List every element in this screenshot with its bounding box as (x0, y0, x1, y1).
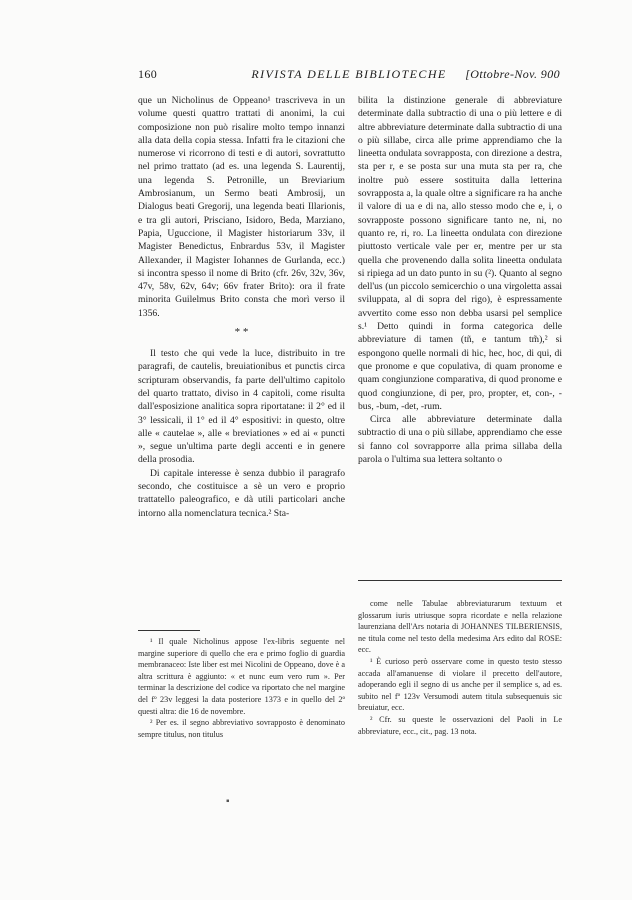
footnote: come nelle Tabulae abbreviaturarum textuum et glossarum iuris utriusque sopra ricordate e nella relazione laurenziana dell'Ars notaria di JOHANNES TILBERIENSIS, ne titula come nel testo della medesima Ars edito dal ROSE: ecc. (358, 599, 562, 655)
left-column (138, 94, 345, 520)
body-paragraph: Il testo che qui vede la luce, distribuito in tre paragrafi, de cautelis, breuiationibus et punctis circa scripturam observandis, fa parte dell'ultimo capitolo del quarto trattato, diviso in 4 capitoli, come risulta dall'esposizione analitica sopra riportatane: il 2° ed il 3° lessicali, il 1° ed il 4° espositivi: in questo, oltre alle « cautelae », alle « breviationes » ed ai « puncti », segue un'ultima parte degli accenti e in genere della prosodia. (138, 348, 345, 466)
body-paragraph: Circa alle abbreviature determinate dalla subtractio di una o più sillabe, apprendiamo che esse si fanno col sovrapporre alla prima sillaba della parola o l'ultima sua lettera soltanto o (358, 414, 562, 466)
footnote-rule (138, 630, 200, 631)
right-column (358, 94, 562, 466)
section-separator: * * (234, 326, 249, 339)
body-paragraph: que un Nicholinus de Oppeano¹ trascriveva in un volume questi quattro trattati di anonimi, la cui composizione non può risalire molto tempo innanzi alla data della copia stessa. Infatti fra le citazioni che numerose vi ricorrono di testi e di autori, sovrattutto nel primo trattato (ad es. una legenda S. Laurentij, una legenda S. Petronille, un Breviarium Ambrosianum, un Sermo beati Ambrosij, un Dialogus beati Gregorij, una legenda beati Illarionis, e tra gli autori, Prisciano, Isidoro, Beda, Marziano, Papia, Uguccione, il Magister historiarum 33v, il Magister Benedictus, Enbrardus 53v, il Magister Allexander, il Magister Iohannes de Gurlanda, ecc.) si incontra spesso il nome di Brito (cfr. 26v, 32v, 36v, 47v, 58v, 62v, 64v; 66v frater Brito): ora il frate minorita Guilelmus Brito consta che morì verso il 1356. (138, 95, 345, 319)
footnotes-left (138, 636, 345, 740)
footnote: ¹ È curioso però osservare come in questo testo stesso accada all'amanuense di violare il precetto dell'autore, adoperando egli il segno di us anche per il semplice s, ad es. subito nel fº 123v Versumodi autem titula subsequenuis sic breuiatur, ecc. (358, 656, 562, 713)
footnote: ² Per es. il segno abbreviativo sovrapposto è denominato sempre titulus, non titulus (138, 718, 345, 739)
body-paragraph: Di capitale interesse è senza dubbio il paragrafo secondo, che costituisce a sè un vero e proprio trattatello paleografico, e dà utili particolari anche intorno alla nomenclatura tecnica.² Sta- (138, 467, 345, 519)
page-number: 160 (138, 67, 158, 81)
journal-title: RIVISTA DELLE BIBLIOTECHE (251, 67, 447, 81)
issue-date: [Ottobre-Nov. 900 (465, 67, 560, 81)
body-paragraph: bilita la distinzione generale di abbreviature determinate dalla subtractio di una o più lettere e di altre abbreviature determinate dalla subtractio di una o più sillabe, circa alle prime apprendiamo che la lineetta ondulata sovrapposta, con direzione a destra, sta per r, e se posta sur una muta sta per ra, che inoltre può essere sostituita dalla letterina sovrapposta a, la quale oltre a significare ra ha anche il valore di ua e di na, allo stesso modo che e, i, o sovrapposte possono significare tanto ne, ni, no quanto re, ri, ro. La lineetta ondulata con direzione piuttosto verticale vale per er, mentre per ur sta quella che provenendo dalla solita lineetta ondulata si ripiega ad un dato punto in su (²). Quanto al segno dell'us (un piccolo semicerchio o una virgoletta assai sviluppata, al di sopra del rigo), è espressamente avvertito come esso non debba usarsi pel semplice s.¹ Detto quindi in forma categorica delle abbreviature di tamen (tñ, e tantum tm̃),² si espongono quelle normali di hic, hec, hoc, di qui, di que pronome e que copulativa, di quam pronome e quam congiunzione comparativa, di quod pronome e quod congiunzione, di per, pro, propter, et, con-, -bus, -bum, -det, -rum. (358, 95, 562, 412)
footnotes-right (358, 598, 562, 737)
footnote-rule (358, 580, 562, 581)
running-header (138, 66, 560, 82)
footnote: ² Cfr. su queste le osservazioni del Paoli in Le abbreviature, ecc., cit., pag. 13 nota. (358, 714, 562, 736)
page-speck: ▪ (226, 796, 230, 807)
footnote: ¹ Il quale Nicholinus appose l'ex-libris seguente nel margine superiore di quello che era e primo foglio di guardia membranaceo: Iste liber est mei Nicolini de Oppeano, dove è a altra scrittura è aggiunto: « et nunc eum vero rum ». Per terminar la descrizione del codice va riportato che nel margine del fº 23v leggesi la data posteriore 1373 e in quello del 2º questi altra: die 16 de novembre. (138, 637, 345, 716)
